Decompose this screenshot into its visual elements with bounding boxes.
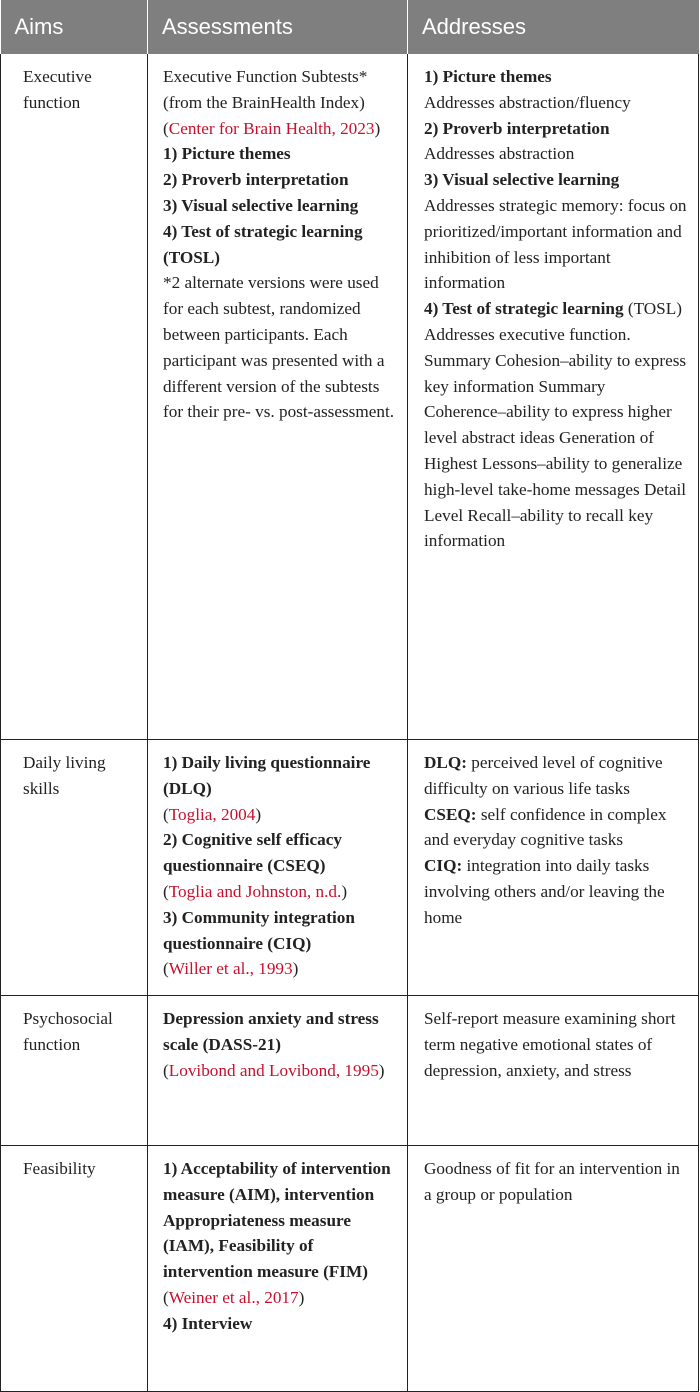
paren-open: ( xyxy=(163,959,169,979)
assessment-item: 2) Proverb interpretation xyxy=(163,170,349,190)
paren-open: ( xyxy=(163,1287,169,1307)
addresses-key: DLQ: xyxy=(424,753,467,772)
addresses-heading: 2) Proverb interpretation xyxy=(424,118,610,138)
paren-close: ) xyxy=(292,959,299,979)
assessment-item: 2) Cognitive self efficacy questionnaire (CSEQ) xyxy=(163,830,342,876)
assessment-item: 1) Daily living questionnaire (DLQ) xyxy=(163,753,371,798)
aim-cell xyxy=(1,1146,148,1392)
addresses-cell xyxy=(408,740,699,996)
paren-close: ) xyxy=(341,881,348,901)
addresses-key: CSEQ: xyxy=(424,804,477,824)
assessment-item: 3) Community integration questionnaire (CIQ) xyxy=(163,907,355,953)
addresses-heading: 4) Test of strategic learning xyxy=(424,299,624,319)
assessment-cell xyxy=(148,996,408,1146)
header-aims: Aims xyxy=(1,0,148,54)
addresses-text: perceived level of cognitive difficulty on various life tasks xyxy=(424,753,663,798)
addresses-cell xyxy=(408,996,699,1146)
assessment-note: *2 alternate versions were used for each subtest, randomized between participants. Each participant was presented with a different version of the subtests for their pre- vs. post-assessment. xyxy=(163,273,395,422)
aim-cell xyxy=(1,740,148,996)
citation-link[interactable]: Toglia and Johnston, n.d. xyxy=(168,881,342,901)
citation-link[interactable]: Lovibond and Lovibond, 1995 xyxy=(168,1060,379,1080)
addresses-text: Goodness of fit for an intervention in a group or population xyxy=(424,1159,680,1204)
citation-link[interactable]: Toglia, 2004 xyxy=(168,804,256,824)
aim-text: Daily living skills xyxy=(23,753,106,798)
aim-text: Psychosocial function xyxy=(23,1009,113,1054)
table-row xyxy=(1,54,699,740)
assessment-item: 1) Acceptability of intervention measure (AIM), intervention Appropriateness measure (IAM), Feasibility of intervention measure (FIM) xyxy=(163,1159,391,1282)
citation-link[interactable]: Weiner et al., 2017 xyxy=(168,1287,299,1307)
assessment-cell xyxy=(148,54,408,740)
citation-link[interactable]: Willer et al., 1993 xyxy=(168,959,293,979)
paren-close: ) xyxy=(374,118,381,138)
paren-open: ( xyxy=(163,881,169,901)
addresses-heading: 3) Visual selective learning xyxy=(424,170,620,190)
aim-text: Executive function xyxy=(23,67,92,112)
aim-cell xyxy=(1,54,148,740)
paren-open: ( xyxy=(163,1060,169,1080)
assessment-item: Depression anxiety and stress scale (DASS-21) xyxy=(163,1009,379,1054)
addresses-text: Addresses strategic memory: focus on prioritized/important information and inhibition of less important information xyxy=(424,195,687,293)
header-row xyxy=(1,0,699,54)
paren-close: ) xyxy=(378,1060,385,1080)
addresses-heading: 1) Picture themes xyxy=(424,67,552,86)
paren-close: ) xyxy=(255,804,262,824)
addresses-cell xyxy=(408,1146,699,1392)
addresses-cell xyxy=(408,54,699,740)
table-row xyxy=(1,996,699,1146)
citation-link[interactable]: Center for Brain Health, 2023 xyxy=(168,118,375,138)
header-addresses: Addresses xyxy=(408,0,699,54)
assessment-item: 1) Picture themes xyxy=(163,144,291,164)
table-row xyxy=(1,740,699,996)
paren-open: ( xyxy=(163,804,169,824)
addresses-abbrev: (TOSL) xyxy=(623,299,682,319)
aim-text: Feasibility xyxy=(23,1159,96,1178)
assessment-intro: Executive Function Subtests* (from the BrainHealth Index) ( xyxy=(163,67,368,138)
aim-cell xyxy=(1,996,148,1146)
table-row xyxy=(1,1146,699,1392)
header-assessments: Assessments xyxy=(148,0,408,54)
addresses-text: Addresses executive function. Summary Cohesion–ability to express key information Summary Coherence–ability to express higher level abstract ideas Generation of Highest Lessons–ability to generalize high-level take-home messages Detail Level Recall–ability to recall key information xyxy=(424,324,687,551)
addresses-text: integration into daily tasks involving others and/or leaving the home xyxy=(424,856,665,927)
assessment-cell xyxy=(148,740,408,996)
addresses-text: Addresses abstraction/fluency xyxy=(424,92,631,112)
assessment-item: 3) Visual selective learning xyxy=(163,195,359,215)
addresses-text: Addresses abstraction xyxy=(424,144,575,164)
assessment-item: 4) Interview xyxy=(163,1313,253,1333)
addresses-key: CIQ: xyxy=(424,856,463,876)
paren-close: ) xyxy=(298,1287,305,1307)
assessment-item: 4) Test of strategic learning (TOSL) xyxy=(163,221,363,267)
assessment-cell xyxy=(148,1146,408,1392)
addresses-text: Self-report measure examining short term negative emotional states of depression, anxiety, and stress xyxy=(424,1009,676,1080)
addresses-text: self confidence in complex and everyday cognitive tasks xyxy=(424,804,667,850)
